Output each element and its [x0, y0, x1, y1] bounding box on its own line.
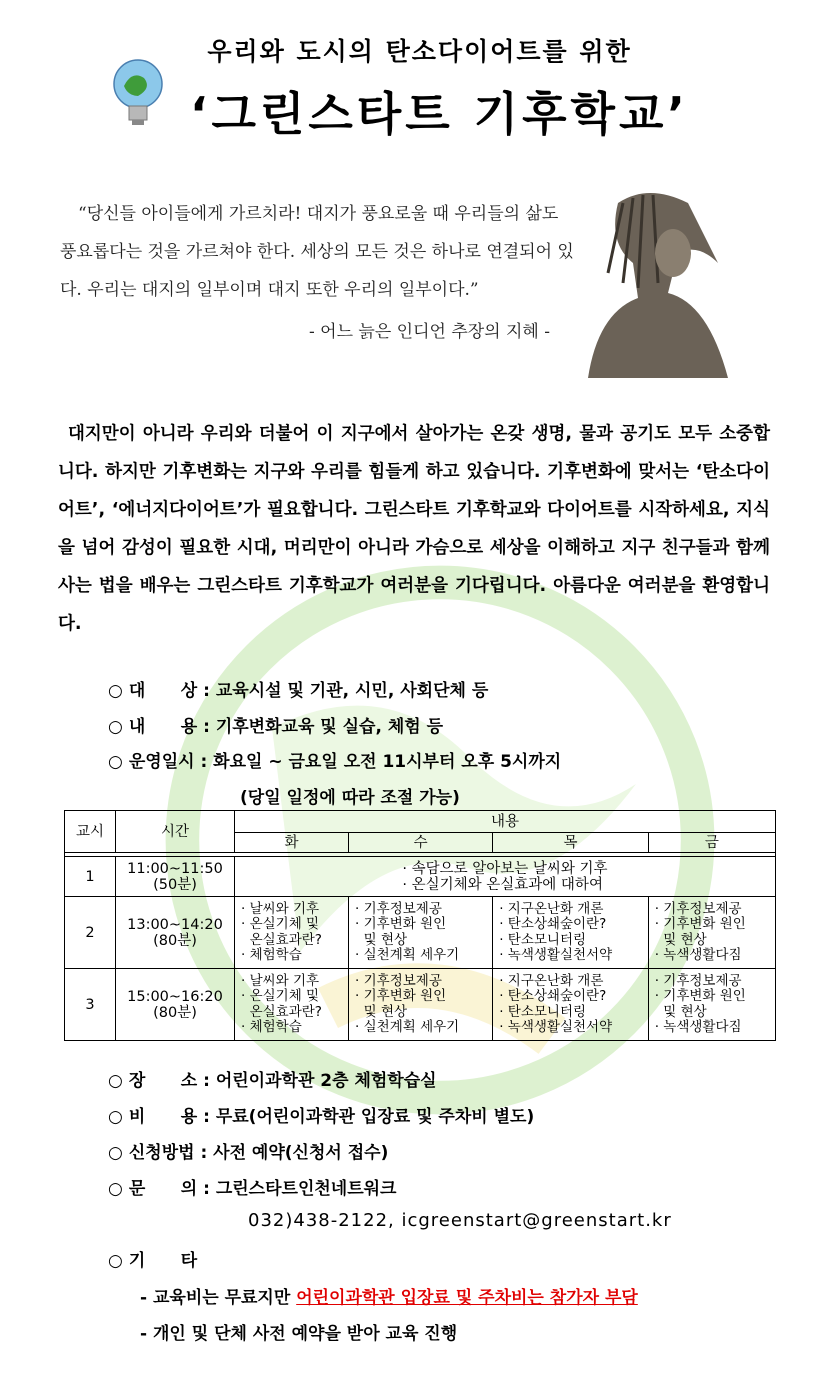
info-content: ○ 내 용 : 기후변화교육 및 실습, 체험 등 [108, 717, 444, 737]
info-schedule-note: (당일 일정에 따라 조절 가능) [240, 788, 460, 808]
etc-line-1: - 교육비는 무료지만 어린이과학관 입장료 및 주차비는 참가자 부담 [140, 1288, 638, 1308]
intro-paragraph [58, 415, 770, 643]
info-target: ○ 대 상 : 교육시설 및 기관, 시민, 사회단체 등 [108, 681, 489, 701]
indian-chief-portrait [578, 183, 738, 378]
header-time: 시간 [116, 811, 235, 853]
contact-detail: 032)438-2122, icgreenstart@greenstart.kr [248, 1210, 672, 1231]
header-period: 교시 [65, 811, 116, 853]
info-apply: ○ 신청방법 : 사전 예약(신청서 접수) [108, 1143, 389, 1163]
quote-source: - 어느 늙은 인디언 추장의 지혜 - [309, 322, 550, 342]
header-day: 금 [648, 833, 775, 853]
info-place: ○ 장 소 : 어린이과학관 2층 체험학습실 [108, 1071, 437, 1091]
schedule-table [64, 810, 776, 1041]
intro-text: 대지만이 아니라 우리와 더불어 이 지구에서 살아가는 온갖 생명, 물과 공기도 모두 소중합니다. 하지만 기후변화는 지구와 우리를 힘들게 하고 있습니다. 기후변화에 맞서는 ‘탄소다이어트’, ‘에너지다이어트’가 필요합니다. 그린스타트 기후학교와 다이어트를 시작하세요, 지식을 넘어 감성이 필요한 시대, 머리만이 아니라 가슴으로 세상을 이해하고 지구 친구들과 함께 사는 법을 배우는 그린스타트 기후학교가 여러분을 기다립니다. 아름다운 여러분을 환영합니다. [58, 424, 770, 634]
info-contact: ○ 문 의 : 그린스타트인천네트워크 [108, 1179, 397, 1199]
page-subtitle: 우리와 도시의 탄소다이어트를 위한 [207, 37, 632, 66]
header-day: 화 [235, 833, 349, 853]
info-cost: ○ 비 용 : 무료(어린이과학관 입장료 및 주차비 별도) [108, 1107, 535, 1127]
highlight-text: 어린이과학관 입장료 및 주차비는 참가자 부담 [296, 1288, 638, 1308]
lightbulb-globe-icon [108, 56, 168, 128]
quote-text: “당신들 아이들에게 가르치라! 대지가 풍요로울 때 우리들의 삶도 풍요롭다는 것을 가르쳐야 한다. 세상의 모든 것은 하나로 연결되어 있다. 우리는 대지의 일부이며 대지 또한 우리의 일부이다.” [60, 204, 574, 300]
page-title: ‘그린스타트 기후학교’ [190, 87, 689, 141]
table-row: 3 15:00~16:20 (80분) · 날씨와 기후 · 온실기체 및 온실효과란? · 체험학습 · 기후정보제공 · 기후변화 원인 및 현상 · 실천계획 세우기 · 지구온난화 개론 · 탄소상쇄숲이란? · 탄소모니터링 · 녹색생활실천서약 · 기후정보제공 · 기후변화 원인 및 현상 · 녹색생활다짐 [65, 969, 776, 1041]
info-schedule: ○ 운영일시 : 화요일 ~ 금요일 오전 11시부터 오후 5시까지 [108, 752, 562, 772]
header-day: 목 [493, 833, 649, 853]
table-row: 1 11:00~11:50 (50분) · 속담으로 알아보는 날씨와 기후 · 온실기체와 온실효과에 대하여 [65, 857, 776, 897]
info-etc: ○ 기 타 [108, 1251, 198, 1271]
header-content: 내용 [235, 811, 776, 833]
table-row: 2 13:00~14:20 (80분) · 날씨와 기후 · 온실기체 및 온실효과란? · 체험학습 · 기후정보제공 · 기후변화 원인 및 현상 · 실천계획 세우기 · 지구온난화 개론 · 탄소상쇄숲이란? · 탄소모니터링 · 녹색생활실천서약 · 기후정보제공 · 기후변화 원인 및 현상 · 녹색생활다짐 [65, 897, 776, 969]
header-day: 수 [349, 833, 493, 853]
etc-line-2: - 개인 및 단체 사전 예약을 받아 교육 진행 [140, 1324, 458, 1344]
quote-block [60, 195, 580, 351]
